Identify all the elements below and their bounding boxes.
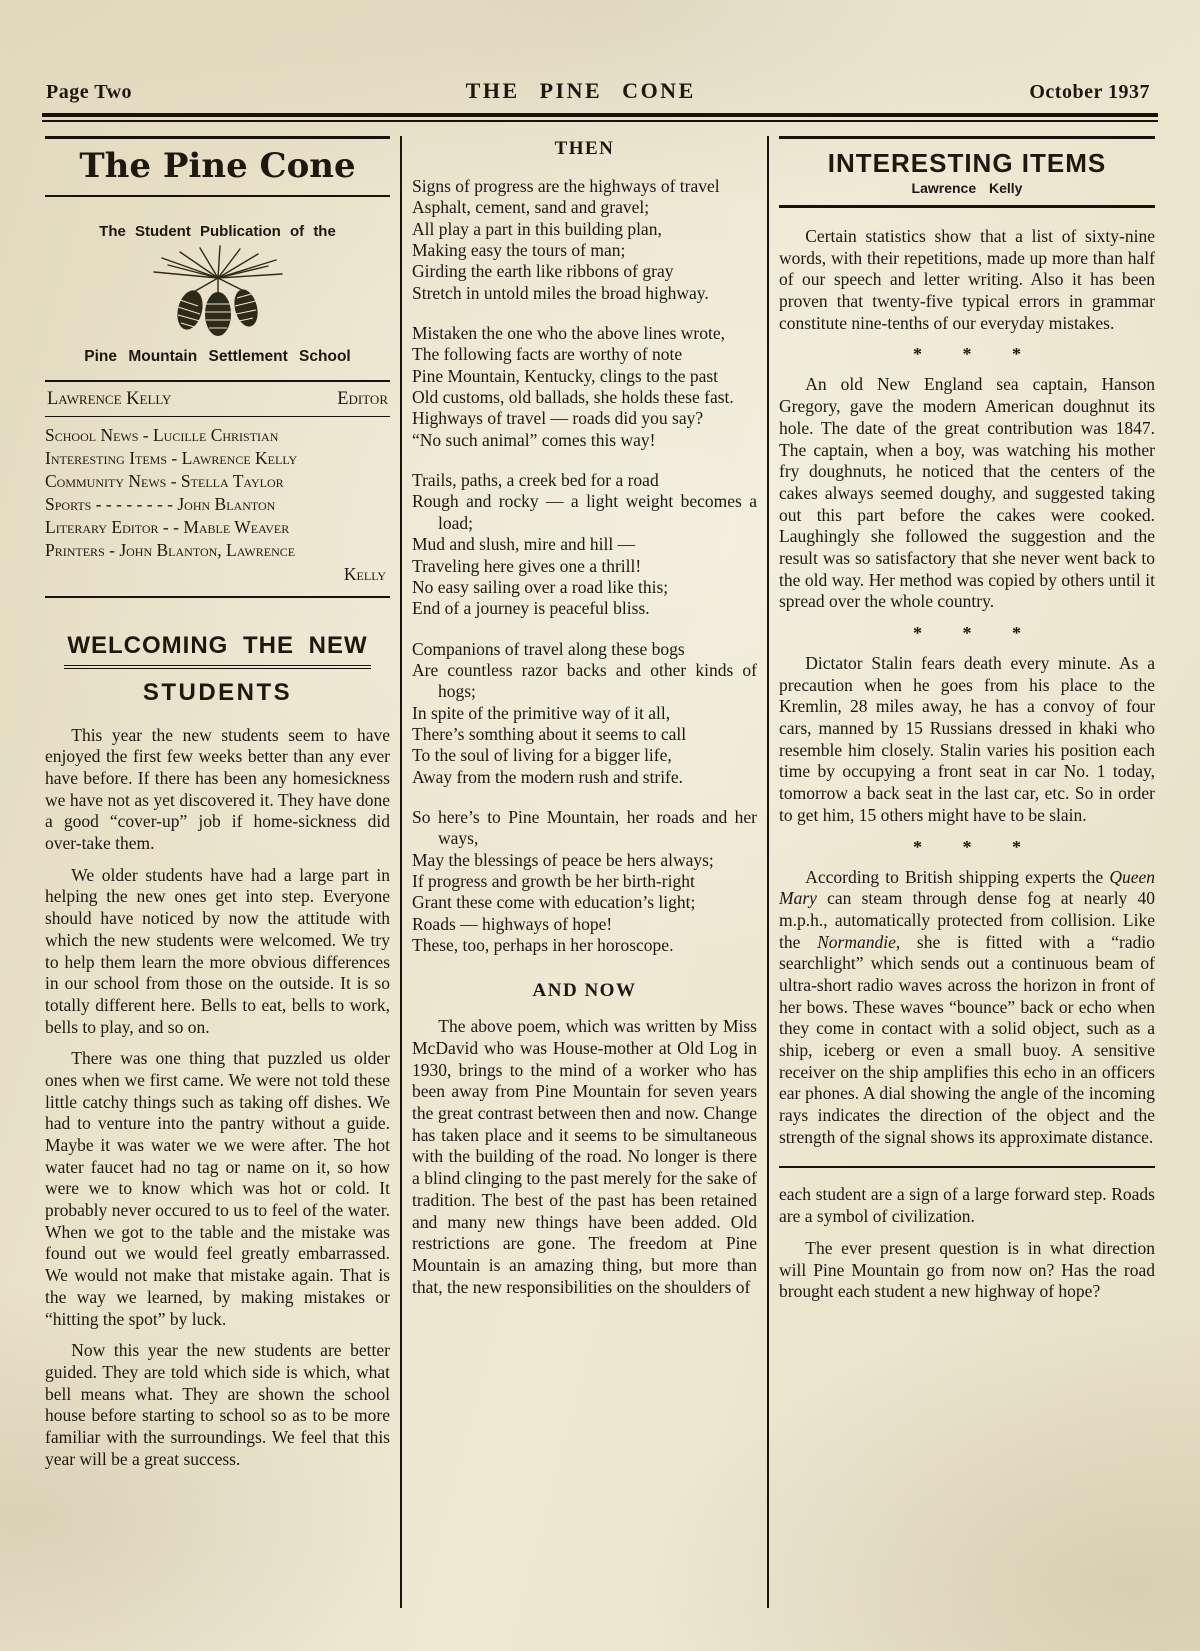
poem-line: Signs of progress are the highways of travel bbox=[412, 176, 720, 196]
poem-line: Highways of travel — roads did you say? bbox=[412, 408, 704, 429]
poem-line: Mistaken the one who the above lines wrote, bbox=[412, 323, 725, 344]
interesting-top-rule bbox=[779, 136, 1155, 139]
interesting-items-title: INTERESTING ITEMS bbox=[827, 148, 1107, 178]
masthead-title-rule bbox=[45, 195, 390, 197]
poem-line: In spite of the primitive way of it all, bbox=[412, 702, 671, 723]
welcoming-paragraph: There was one thing that puzzled us older ones when we first came. We were not told these little catchy things such as taking off dishes. We had to venture into the pantry without a guide. Maybe it was water we we were after. The hot water faucet had no tag or name on it, so how were we to know which was hot or cold. It probably never occured to us to feel of the water. When we got to the table and the mistake was found out we would feel greatly embarrassed. We would not make that mistake again. That is the way we learned, by making mistakes or “hitting the spot” by luck. bbox=[45, 1048, 390, 1329]
poem-line: Stretch in untold miles the broad highway. bbox=[412, 282, 709, 303]
poem-stanza bbox=[412, 639, 757, 788]
welcoming-heading-line2: STUDENTS bbox=[142, 678, 293, 706]
staff-line: Sports - - - - - - - - John Blanton bbox=[45, 494, 276, 515]
editor-name: Lawrence Kelly bbox=[47, 389, 172, 409]
interesting-bottom-rule bbox=[779, 205, 1155, 208]
page-number: Page Two bbox=[46, 81, 133, 103]
interesting-item bbox=[779, 867, 1155, 1149]
and-now-paragraph: The above poem, which was written by Miss McDavid who was House-mother at Old Log in 1930, brings to the mind of a worker who has been away from Pine Mountain for seven years the great contrast between then and now. Change has taken place and it seems to be simultaneous with the building of the road. No longer is there a blind clinging to the past merely for the sake of tradition. The best of the past has been retained and many new things have been added. Old restrictions are gone. The freedom at Pine Mountain is an amazing thing, but more than that, the new responsibilities on the shoulders of bbox=[412, 1016, 757, 1297]
continuation-rule bbox=[779, 1166, 1155, 1168]
masthead-school-name: Pine Mountain Settlement School bbox=[84, 348, 351, 365]
masthead-subtitle: The Student Publication of the bbox=[99, 223, 336, 240]
poem-line: Old customs, old ballads, she holds these fast. bbox=[412, 387, 734, 408]
staff-line-continuation: Kelly bbox=[343, 563, 386, 584]
poem-line: To the soul of living for a bigger life, bbox=[412, 745, 672, 766]
staff-line: Printers - John Blanton, Lawrence bbox=[45, 540, 296, 561]
poem-line: Girding the earth like ribbons of gray bbox=[412, 261, 674, 282]
poem-line: Asphalt, cement, sand and gravel; bbox=[412, 197, 650, 218]
then-heading: THEN bbox=[554, 138, 615, 159]
poem-line: All play a part in this building plan, bbox=[412, 218, 662, 239]
column-divider bbox=[767, 136, 769, 1608]
poem-line: Rough and rocky — a light weight becomes a load; bbox=[412, 491, 757, 533]
poem-line: Grant these come with education’s light; bbox=[412, 892, 696, 913]
interesting-item: Certain statistics show that a list of sixty-nine words, with their repetitions, made up more than half of our speech and letter writing. Also it has been proven that twenty-five typical errors in grammar constitute nine-tenths of our everyday mistakes. bbox=[779, 226, 1155, 333]
middle-column bbox=[412, 136, 757, 1608]
continuation-paragraph: The ever present question is in what direction will Pine Mountain go from now on? Has the road brought each student a new highway of hope? bbox=[779, 1237, 1155, 1302]
pine-cones-illustration bbox=[128, 244, 308, 340]
poem-line: Companions of travel along these bogs bbox=[412, 638, 685, 659]
poem-line: There’s somthing about it seems to call bbox=[412, 723, 687, 744]
poem-stanza bbox=[412, 176, 757, 304]
poem-line: “No such animal” comes this way! bbox=[412, 429, 656, 450]
editor-role: Editor bbox=[337, 389, 388, 409]
page-header bbox=[0, 0, 1200, 104]
masthead-bottom-rule bbox=[45, 596, 390, 598]
and-now-heading: AND NOW bbox=[532, 980, 637, 1002]
star-separator: * * * bbox=[913, 344, 1021, 365]
star-separator: * * * bbox=[913, 623, 1021, 643]
poem-stanza bbox=[412, 807, 757, 956]
header-double-rule bbox=[42, 113, 1158, 122]
ship-name: Normandie bbox=[817, 931, 896, 952]
poem-line: Traveling here gives one a thrill! bbox=[412, 555, 642, 576]
poem-line: Roads — highways of hope! bbox=[412, 913, 613, 934]
welcoming-heading bbox=[45, 632, 390, 707]
poem-line: The following facts are worthy of note bbox=[412, 344, 683, 365]
poem-line: These, too, perhaps in her horoscope. bbox=[412, 935, 674, 955]
editor-row bbox=[45, 382, 390, 416]
interesting-items-header bbox=[779, 136, 1155, 208]
poem-line: End of a journey is peaceful bliss. bbox=[412, 598, 650, 619]
item-text: can steam through dense fog at nearly 40 m.p.h., automatically protected from collision. Like the bbox=[779, 888, 1155, 952]
staff-line: Literary Editor - - Mable Weaver bbox=[45, 517, 290, 538]
staff-list bbox=[45, 417, 390, 596]
item-text: , she is fitted with a “radio searchlight” which sends out a continuous beam of ultra-short radio waves across the horizon in front of her bows. These waves “bounce” back or echo when they come in contact with a solid object, such as a ship, iceberg or even a small buoy. A sensitive receiver on the ship amplifies this echo in an officers ear phones. A dial showing the angle of the incoming rays indicates the direction of the object and the strength of the signal shows its approximate distance. bbox=[779, 931, 1155, 1147]
masthead-box bbox=[45, 136, 390, 598]
interesting-items-byline: Lawrence Kelly bbox=[911, 180, 1023, 196]
welcoming-paragraph: We older students have had a large part in helping the new ones get into step. Everyone should have noticed by now the attitude with which the new students were welcomed. We try to help them learn the more obvious differences in our school from those on the outside. It is so totally different here. Bells to eat, bells to work, bells to play, and so on. bbox=[45, 864, 390, 1037]
poem-line: Making easy the tours of man; bbox=[412, 240, 626, 261]
staff-line: Interesting Items - Lawrence Kelly bbox=[45, 448, 298, 469]
continuation-paragraph: each student are a sign of a large forward step. Roads are a symbol of civilization. bbox=[779, 1184, 1155, 1227]
welcoming-paragraph: This year the new students seem to have enjoyed the first few weeks better than any ever have before. If there has been any homesickness we have not as yet discovered it. They have done a good “cover-up” job if home-sickness did over-take them. bbox=[45, 724, 390, 854]
issue-date: October 1937 bbox=[1029, 81, 1150, 103]
poem-line: Mud and slush, mire and hill — bbox=[412, 534, 636, 555]
masthead-title: The Pine Cone bbox=[79, 146, 356, 186]
poem-line: Pine Mountain, Kentucky, clings to the past bbox=[412, 365, 719, 386]
paper-title: THE PINE CONE bbox=[465, 78, 696, 103]
poem-line: May the blessings of peace be hers always; bbox=[412, 849, 714, 870]
poem-stanza bbox=[412, 323, 757, 451]
welcoming-paragraph: Now this year the new students are better guided. They are told which side is which, what bell means what. They are shown the school house before starting to school so as to be more familiar with the surroundings. We feel that this year will be a great success. bbox=[45, 1340, 390, 1469]
left-column bbox=[45, 136, 390, 1608]
ship-name: Queen Mary bbox=[779, 866, 1155, 909]
poem-line: No easy sailing over a road like this; bbox=[412, 576, 669, 597]
star-separator: * * * bbox=[913, 836, 1021, 857]
poem-line: Away from the modern rush and strife. bbox=[412, 766, 684, 787]
poem-line: If progress and growth be her birth-right bbox=[412, 870, 695, 891]
interesting-item: Dictator Stalin fears death every minute. As a precaution when he goes from his place to the Kremlin, 28 miles away, he has a convoy of four cars, manned by 15 Russians dressed in khaki who resemble him closely. Stalin varies his position each time by occupying a front seat in car No. 1 today, tomorrow a back seat in the last car, etc. So in order to get him, 15 others might have to be slain. bbox=[779, 653, 1155, 825]
column-divider bbox=[400, 136, 402, 1608]
poem-line: So here’s to Pine Mountain, her roads and her ways, bbox=[412, 806, 757, 849]
interesting-item: An old New England sea captain, Hanson Gregory, gave the modern American doughnut its hole. The date of the great contribution was 1847. The captain, when a boy, was watching his mother fry doughnuts, he noticed that the centers of the cakes always seemed doughy, and suggested taking out this part before the cakes were cooked. Laughingly she followed the suggestion and the result was so satisfactory that she never went back to the old way. Her method was copied by others until it spread over the whole country. bbox=[779, 374, 1155, 612]
item-text: According to British shipping experts the bbox=[805, 866, 1110, 887]
staff-line: School News - Lucille Christian bbox=[45, 425, 279, 445]
poem-line: Are countless razor backs and other kinds of hogs; bbox=[412, 659, 757, 702]
columns bbox=[0, 136, 1200, 1608]
poem-stanza bbox=[412, 470, 757, 619]
poem-line: Trails, paths, a creek bed for a road bbox=[412, 470, 659, 491]
right-column bbox=[779, 136, 1155, 1608]
staff-line: Community News - Stella Taylor bbox=[45, 471, 284, 492]
welcoming-heading-line1: WELCOMING THE NEW bbox=[64, 632, 370, 669]
